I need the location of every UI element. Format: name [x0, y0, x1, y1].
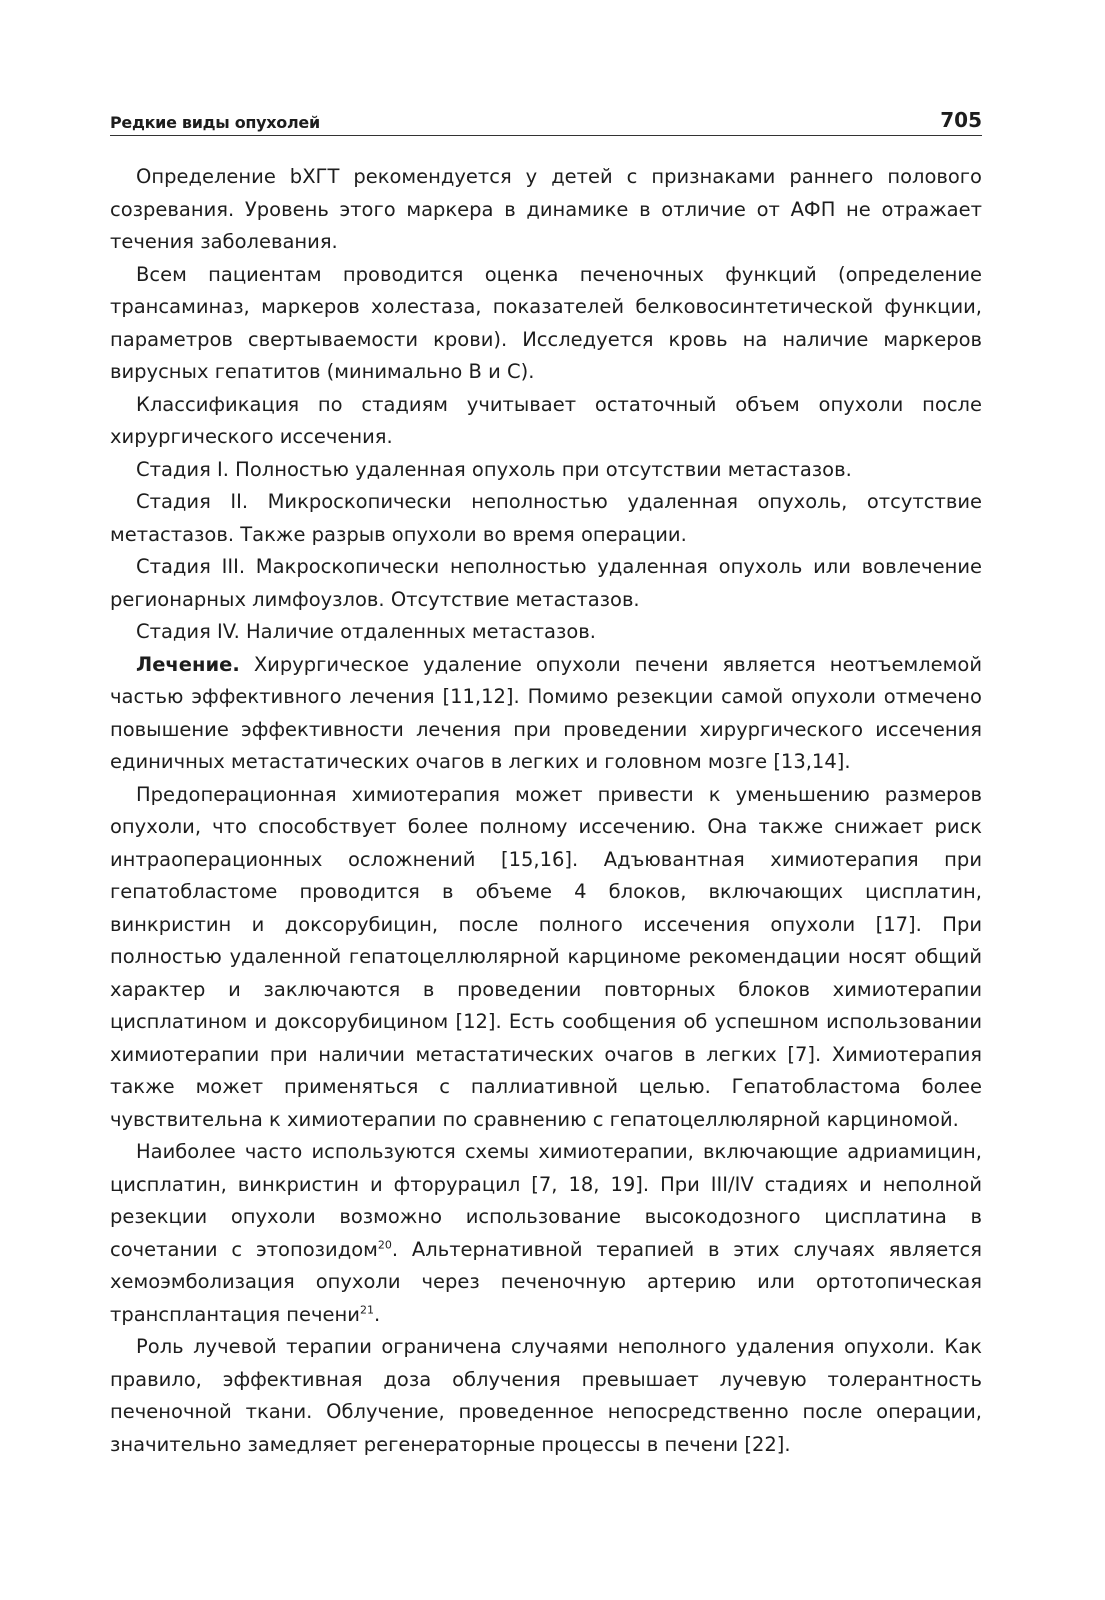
book-page	[110, 100, 982, 1461]
footnote-ref-20: 20	[377, 1238, 392, 1251]
body-text	[110, 161, 982, 1461]
paragraph-stage-2: Стадия II. Микроскопически неполностью удаленная опухоль, отсутствие метастазов. Также разрыв опухоли во время операции.	[110, 490, 982, 546]
paragraph-stage-4: Стадия IV. Наличие отдаленных метастазов.	[136, 620, 596, 643]
running-title: Редкие виды опухолей	[110, 113, 320, 132]
paragraph-bhcg: Определение bХГТ рекомендуется у детей с признаками раннего полового созревания. Уровень этого маркера в динамике в отличие от АФП не отражает течения заболевания.	[110, 165, 982, 253]
paragraph-chemo-schemes: Наиболее часто используются схемы химиотерапии, включающие адриамицин, цисплатин, винкристин и фторурацил [7, 18, 19]. При III/IV стадиях и неполной резекции опухоли возможно использование высокодозного цисплатина в сочетании с этопозидом$^{20}$. Альтернативной терапией в этих случаях является хемоэмболизация опухоли через печеночную артерию или ортотопическая трансплантация печени$^{21}$.	[110, 1140, 982, 1326]
page-number: 705	[940, 108, 982, 132]
section-lead-treatment: Лечение.	[136, 652, 240, 676]
paragraph-staging-intro: Классификация по стадиям учитывает остаточный объем опухоли после хирургического иссечения.	[110, 392, 982, 448]
paragraph-radiotherapy: Роль лучевой терапии ограничена случаями неполного удаления опухоли. Как правило, эффективная доза облучения превышает лучевую толерантность печеночной ткани. Облучение, проведенное непосредственно после операции, значительно замедляет регенераторные процессы в печени [22].	[110, 1335, 982, 1456]
paragraph-stage-3: Стадия III. Макроскопически неполностью удаленная опухоль или вовлечение регионарных лимфоузлов. Отсутствие метастазов.	[110, 555, 982, 611]
paragraph-treatment: Лечение. Хирургическое удаление опухоли печени является неотъемлемой частью эффективного лечения [11,12]. Помимо резекции самой опухоли отмечено повышение эффективности лечения при проведении хирургического иссечения единичных метастатических очагов в легких и головном мозге [13,14].	[110, 652, 982, 773]
footnote-ref-21: 21	[359, 1303, 374, 1316]
running-header	[110, 100, 982, 136]
paragraph-liver-function: Всем пациентам проводится оценка печеночных функций (определение трансаминаз, маркеров холестаза, показателей белковосинтетической функции, параметров свертываемости крови). Исследуется кровь на наличие маркеров вирусных гепатитов (минимально В и С).	[110, 262, 982, 383]
paragraph-stage-1: Стадия I. Полностью удаленная опухоль при отсутствии метастазов.	[136, 457, 852, 481]
paragraph-chemotherapy: Предоперационная химиотерапия может привести к уменьшению размеров опухоли, что способствует более полному иссечению. Она также снижает риск интраоперационных осложнений [15,16]. Адъювантная химиотерапия при гепатобластоме проводится в объеме 4 блоков, включающих цисплатин, винкристин и доксорубицин, после полного иссечения опухоли [17]. При полностью удаленной гепатоцеллюлярной карциноме рекомендации носят общий характер и заключаются в проведении повторных блоков химиотерапии цисплатином и доксорубицином [12]. Есть сообщения об успешном использовании химиотерапии при наличии метастатических очагов в легких [7]. Химиотерапия также может применяться с паллиативной целью. Гепатобластома более чувствительна к химиотерапии по сравнению с гепатоцеллюлярной карциномой.	[110, 782, 982, 1131]
